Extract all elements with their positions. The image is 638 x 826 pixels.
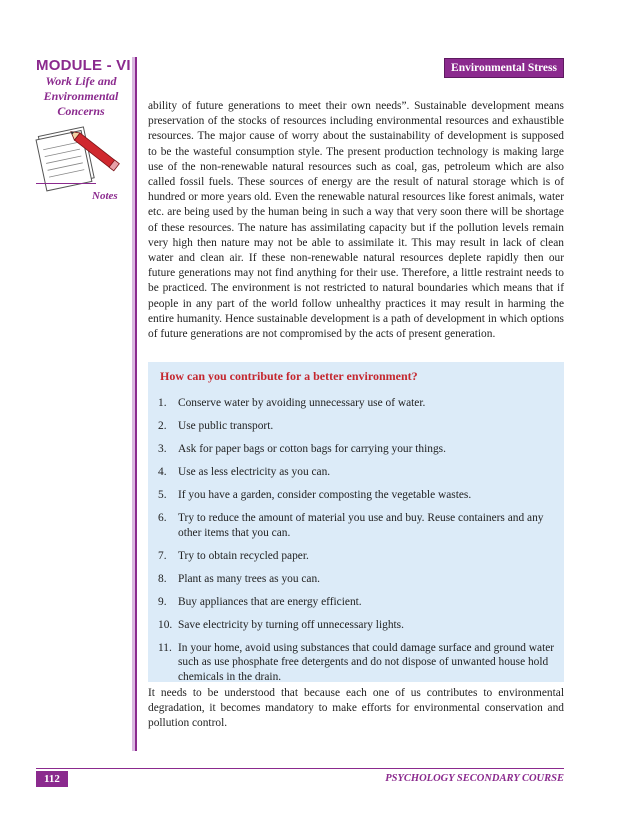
body-paragraph: ability of future generations to meet their own needs”. Sustainable development means preservation of the stocks of resources including environmental resources and exhaustible resources. The major cause of worry about the sustainability of development is supposed to be the wasteful consumption style. The present production technology is making large use of the non-renewable natural resources such as coal, gas, petroleum which are also called fossil fuels. These sources of energy are the result of natural storage which is of hundred or more years old. Even the renewable natural resources like forest animals, water etc. are being used by the human being in such a way that very soon there will be shortage of these resources. The nature has assimilating capacity but if the pollution levels remain very high then nature may not be able to assimilate it. This may result in lack of clean water and clean air. If these non-renewable natural resources deplete rapidly then our future generations may not find anything for their use. Therefore, a little restraint needs to be practiced. The environment is not restricted to natural boundaries which means that if people in any part of the world follow unhealthy practices it may result in harming the entire humanity. Hence sustainable development is a path of development in which options of future generations are not compromised by the acts of present generation. (148, 100, 564, 341)
list-item-number: 6. (158, 512, 167, 524)
list-item (158, 488, 556, 503)
module-numeral: VI (116, 57, 131, 74)
module-label (36, 57, 131, 74)
list-item-text: Ask for paper bags or cotton bags for carrying your things. (178, 443, 446, 455)
tips-list (158, 396, 556, 693)
list-item-text: If you have a garden, consider composting the vegetable wastes. (178, 489, 472, 501)
list-item-number: 4. (158, 466, 167, 478)
section-tag: Environmental Stress (444, 58, 564, 78)
notes-pencil-icon (32, 120, 132, 192)
module-subtitle (30, 74, 132, 119)
list-item-text: In your home, avoid using substances that could damage surface and ground water such as use phosphate free detergents and do not dispose of unwanted house hold chemicals in the drain. (178, 641, 555, 683)
list-item-text: Plant as many trees as you can. (178, 572, 321, 585)
page-number: 112 (36, 771, 68, 787)
list-item-text: Conserve water by avoiding unnecessary use of water. (178, 397, 426, 409)
list-item (158, 465, 556, 480)
course-title: PSYCHOLOGY SECONDARY COURSE (385, 773, 564, 784)
margin-rule-dark (135, 57, 137, 751)
list-item-number: 10. (158, 618, 173, 631)
list-item-number: 2. (158, 420, 167, 432)
footer-rule (36, 768, 564, 769)
module-label-text: MODULE - (36, 57, 117, 74)
list-item (158, 419, 556, 434)
list-item-text: Try to reduce the amount of material you use and buy. Reuse containers and any other items that you can. (178, 512, 544, 539)
list-item (158, 549, 556, 564)
list-item-text: Use as less electricity as you can. (178, 466, 331, 478)
list-item-text: Save electricity by turning off unnecessary lights. (178, 618, 404, 631)
list-item (158, 442, 556, 457)
list-item-text: Use public transport. (178, 420, 274, 432)
module-subtitle-line: Work Life and (45, 74, 117, 88)
list-item-number: 8. (158, 572, 167, 585)
tips-box-title: How can you contribute for a better environment? (160, 369, 418, 383)
notes-label: Notes (92, 190, 118, 202)
list-item-number: 3. (158, 443, 167, 455)
list-item (158, 641, 556, 685)
list-item-text: Try to obtain recycled paper. (178, 549, 309, 562)
tips-box (148, 362, 564, 682)
list-item-text: Buy appliances that are energy efficient. (178, 595, 362, 608)
list-item (158, 572, 556, 587)
list-item (158, 618, 556, 633)
list-item (158, 595, 556, 610)
list-item-number: 7. (158, 549, 167, 562)
list-item-number: 9. (158, 595, 167, 608)
notes-divider (36, 183, 96, 184)
module-subtitle-line: Environmental (43, 89, 119, 103)
list-item (158, 511, 556, 540)
main-text (148, 99, 564, 342)
list-item-number: 5. (158, 489, 167, 501)
list-item-number: 11. (158, 641, 172, 654)
module-subtitle-line: Concerns (57, 104, 105, 118)
closing-paragraph: It needs to be understood that because each one of us contributes to environmental degradation, it becomes mandatory to make efforts for environmental conservation and pollution control. (148, 687, 564, 730)
list-item-number: 1. (158, 397, 167, 409)
list-item (158, 396, 556, 411)
